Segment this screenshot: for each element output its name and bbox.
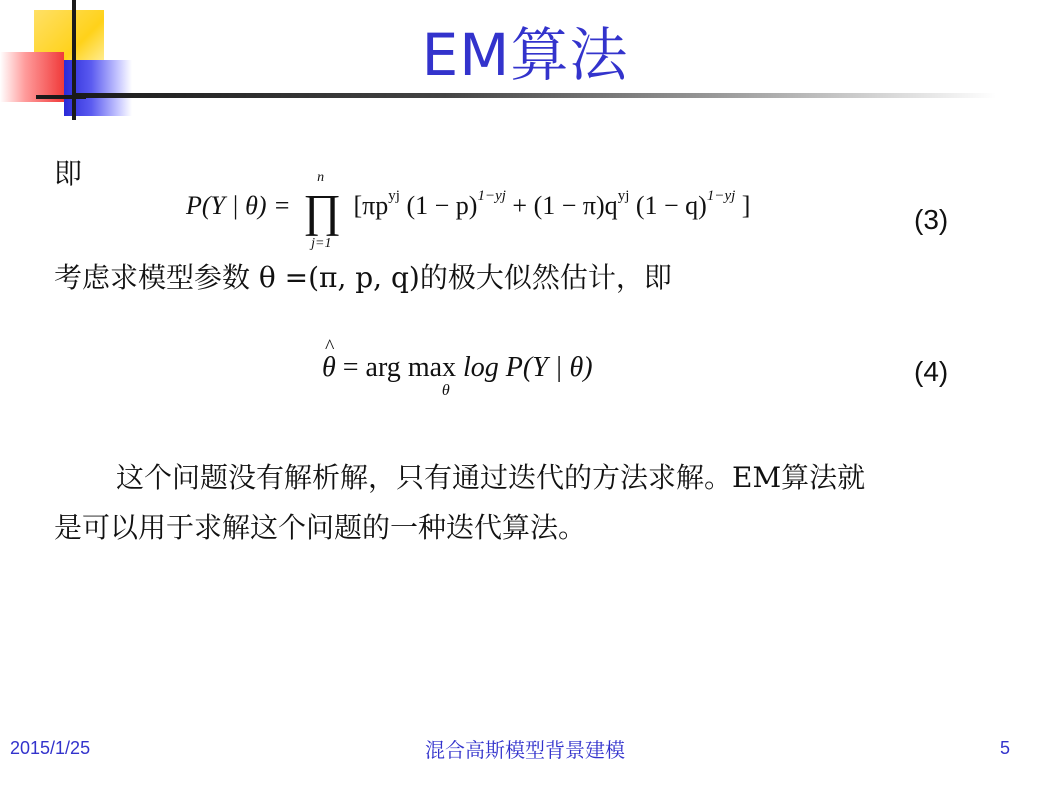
theta-hat: ^ θ <box>322 352 336 383</box>
page-number: 5 <box>1000 738 1011 758</box>
eq4-max-sub: θ <box>441 382 450 399</box>
text-ji: 即 <box>54 157 83 190</box>
prod-upper-limit: n <box>317 170 325 185</box>
equation-number-4: (4) <box>914 356 949 387</box>
slide-title: EM算法 <box>421 21 629 89</box>
paragraph-line-1: 这个问题没有解析解，只有通过迭代的方法求解。EM算法就 <box>116 461 866 494</box>
eq3-bracket-open: [πp <box>353 191 389 220</box>
equation-number-3: (3) <box>914 204 949 235</box>
product-symbol: ∏ n j=1 <box>303 170 341 251</box>
eq3-bracket-close: ] <box>741 191 751 220</box>
paragraph-line-2: 是可以用于求解这个问题的一种迭代算法。 <box>54 511 587 544</box>
eq4-arg: = arg <box>335 352 408 383</box>
prod-lower-limit: j=1 <box>311 236 332 251</box>
eq3-plus-term: + (1 − π)q <box>512 191 618 220</box>
eq3-exp-3: yj <box>617 188 630 204</box>
footer-title: 混合高斯模型背景建模 <box>425 738 625 762</box>
equation-4 <box>322 352 593 399</box>
eq4-max-text: max <box>407 352 457 383</box>
eq4-max <box>407 352 457 399</box>
footer-date: 2015/1/25 <box>10 738 91 758</box>
text-consider-mle: 考虑求模型参数 θ =(π, p, q)的极大似然估计，即 <box>54 261 672 294</box>
eq3-one-minus-p: (1 − p) <box>406 191 478 220</box>
eq4-rest: log P(Y | θ) <box>456 352 593 383</box>
title-underline-bar <box>76 93 996 98</box>
eq3-exp-1: yj <box>388 188 400 204</box>
eq3-exp-2: 1−yj <box>477 188 506 204</box>
eq3-exp-4: 1−yj <box>706 188 736 204</box>
eq3-one-minus-q: (1 − q) <box>635 191 707 220</box>
equation-3 <box>186 170 751 264</box>
eq3-lhs: P(Y | θ) = <box>186 191 291 220</box>
